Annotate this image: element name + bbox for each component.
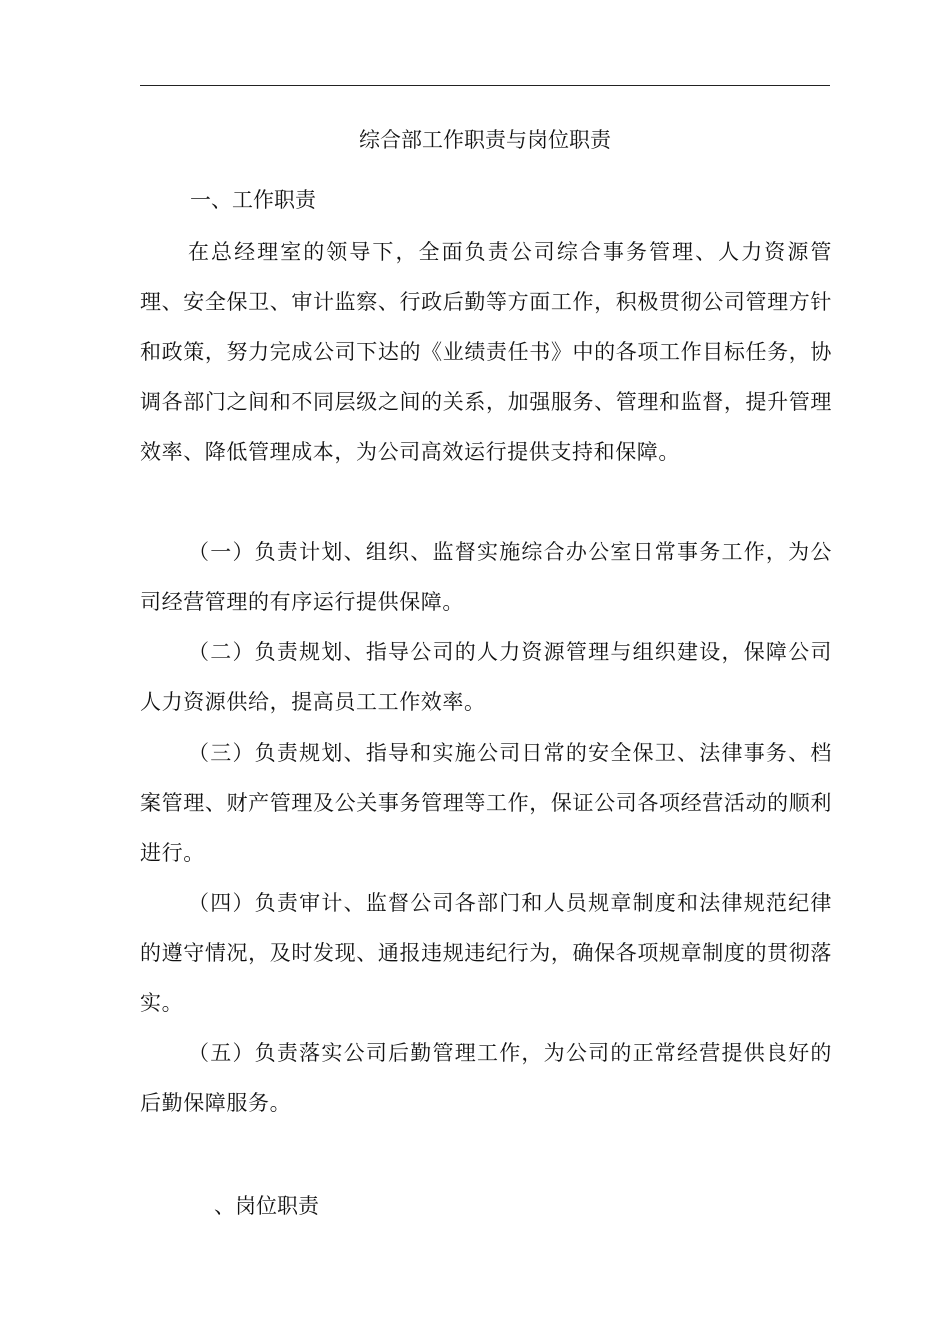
header-rule: [140, 85, 830, 86]
duty-item-4: （四）负责审计、监督公司各部门和人员规章制度和法律规范纪律的遵守情况，及时发现、通报违规违纪行为，确保各项规章制度的贯彻落实。: [140, 891, 832, 1015]
duty-item-2: （二）负责规划、指导公司的人力资源管理与组织建设，保障公司人力资源供给，提高员工工作效率。: [140, 640, 832, 714]
section-intro-paragraph: 在总经理室的领导下，全面负责公司综合事务管理、人力资源管理、安全保卫、审计监察、行政后勤等方面工作，积极贯彻公司管理方针和政策，努力完成公司下达的《业绩责任书》中的各项工作目标任务，协调各部门之间和不同层级之间的关系，加强服务、管理和监督，提升管理效率、降低管理成本，为公司高效运行提供支持和保障。: [140, 240, 832, 464]
section-heading-position-duties: 、岗位职责: [214, 1194, 319, 1218]
duty-item-5: （五）负责落实公司后勤管理工作，为公司的正常经营提供良好的后勤保障服务。: [140, 1041, 832, 1115]
duty-item-1: （一）负责计划、组织、监督实施综合办公室日常事务工作，为公司经营管理的有序运行提供保障。: [140, 540, 832, 614]
duty-item-3: （三）负责规划、指导和实施公司日常的安全保卫、法律事务、档案管理、财产管理及公关事务管理等工作，保证公司各项经营活动的顺利进行。: [140, 741, 832, 865]
document-title: 综合部工作职责与岗位职责: [359, 128, 611, 152]
section-heading-work-duties: 一、工作职责: [190, 188, 316, 212]
